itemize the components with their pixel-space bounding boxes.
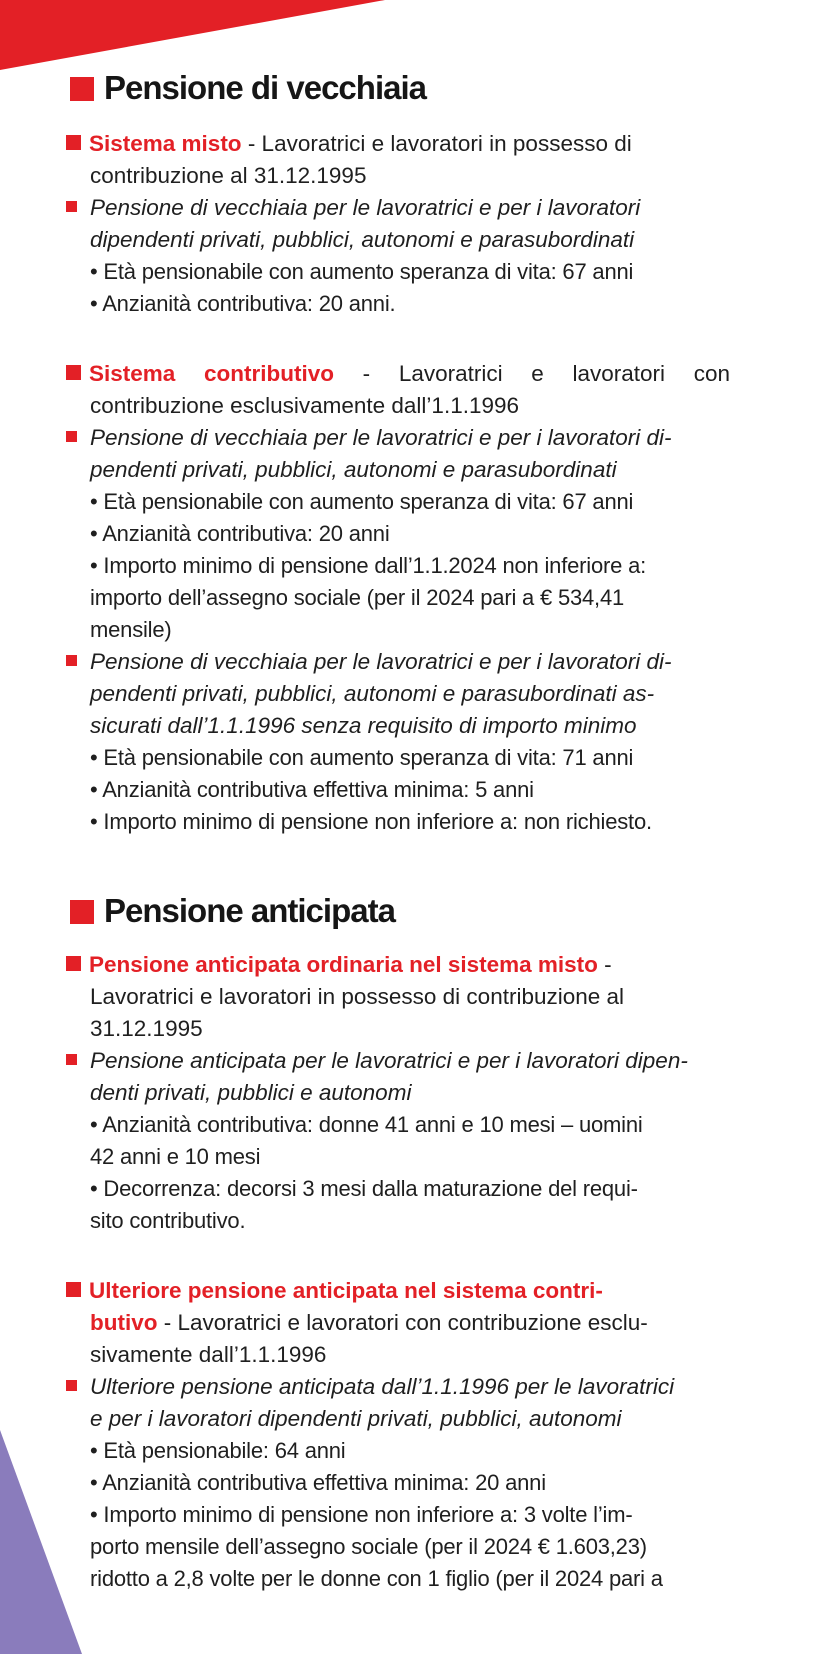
red-square-icon	[66, 1282, 81, 1297]
anticipata-ordinaria-heading: Pensione anticipata ordinaria nel sistema misto -	[66, 949, 730, 981]
sistema-misto-heading: Sistema misto - Lavoratrici e lavoratori in possesso di	[66, 128, 730, 160]
section-title-anticipata: Pensione anticipata	[70, 891, 395, 931]
bullet-point: • Età pensionabile: 64 anni	[90, 1438, 346, 1463]
bullet-point: importo dell’assegno sociale (per il 2024 pari a € 534,41	[90, 585, 625, 610]
heading-continuation: 31.12.1995	[90, 1016, 203, 1041]
list-item: Pensione di vecchiaia per le lavoratrici e per i lavoratori	[66, 192, 730, 224]
red-bullet-icon	[66, 1380, 77, 1391]
list-item-continuation: pendenti privati, pubblici, autonomi e parasubordinati as-	[90, 681, 655, 706]
sistema-contributivo-block	[66, 358, 730, 838]
heading-continuation: contribuzione esclusivamente dall’1.1.1996	[90, 393, 520, 418]
heading-continuation: butivo - Lavoratrici e lavoratori con contribuzione esclu-	[90, 1310, 648, 1335]
red-square-icon	[70, 900, 94, 924]
red-square-icon	[66, 956, 81, 971]
list-item-continuation: dipendenti privati, pubblici, autonomi e parasubordinati	[90, 227, 635, 252]
bullet-point: ridotto a 2,8 volte per le donne con 1 figlio (per il 2024 pari a	[90, 1566, 663, 1591]
bullet-point: • Età pensionabile con aumento speranza di vita: 67 anni	[90, 259, 634, 284]
list-item-continuation: pendenti privati, pubblici, autonomi e parasubordinati	[90, 457, 617, 482]
red-square-icon	[66, 135, 81, 150]
red-bullet-icon	[66, 201, 77, 212]
red-bullet-icon	[66, 655, 77, 666]
red-bullet-icon	[66, 1054, 77, 1065]
sistema-misto-block	[66, 128, 730, 320]
list-item-continuation: e per i lavoratori dipendenti privati, pubblici, autonomi	[90, 1406, 622, 1431]
heading-continuation: contribuzione al 31.12.1995	[90, 163, 367, 188]
bullet-point: • Anzianità contributiva: 20 anni	[90, 521, 390, 546]
bullet-point: • Decorrenza: decorsi 3 mesi dalla maturazione del requi-	[90, 1176, 638, 1201]
ulteriore-anticipata-heading: Ulteriore pensione anticipata nel sistema contri-	[66, 1275, 730, 1307]
heading-continuation: sivamente dall’1.1.1996	[90, 1342, 327, 1367]
heading-continuation: Lavoratrici e lavoratori in possesso di contribuzione al	[90, 984, 625, 1009]
bullet-point: • Anzianità contributiva effettiva minima: 5 anni	[90, 777, 534, 802]
bullet-point: • Importo minimo di pensione non inferiore a: 3 volte l’im-	[90, 1502, 633, 1527]
bullet-point: • Anzianità contributiva: donne 41 anni e 10 mesi – uomini	[90, 1112, 643, 1137]
bullet-point: • Età pensionabile con aumento speranza di vita: 71 anni	[90, 745, 634, 770]
bullet-point: • Anzianità contributiva: 20 anni.	[90, 291, 396, 316]
list-item: Pensione anticipata per le lavoratrici e per i lavoratori dipen-	[66, 1045, 730, 1077]
red-square-icon	[66, 365, 81, 380]
bullet-point: sito contributivo.	[90, 1208, 246, 1233]
list-item-continuation: denti privati, pubblici e autonomi	[90, 1080, 412, 1105]
ulteriore-anticipata-block	[66, 1275, 730, 1595]
anticipata-ordinaria-block	[66, 949, 730, 1237]
red-square-icon	[70, 77, 94, 101]
bullet-point: • Importo minimo di pensione non inferiore a: non richiesto.	[90, 809, 652, 834]
red-bullet-icon	[66, 431, 77, 442]
bullet-point: • Importo minimo di pensione dall’1.1.2024 non inferiore a:	[90, 553, 647, 578]
bullet-point: • Anzianità contributiva effettiva minima: 20 anni	[90, 1470, 546, 1495]
bullet-point: porto mensile dell’assegno sociale (per il 2024 € 1.603,23)	[90, 1534, 647, 1559]
sistema-contributivo-heading: Sistema contributivo - Lavoratrici e lavoratori con	[66, 358, 730, 390]
list-item: Ulteriore pensione anticipata dall’1.1.1996 per le lavoratrici	[66, 1371, 730, 1403]
list-item: Pensione di vecchiaia per le lavoratrici e per i lavoratori di-	[66, 422, 730, 454]
section-title-vecchiaia: Pensione di vecchiaia	[70, 68, 426, 108]
bullet-point: mensile)	[90, 617, 172, 642]
bullet-point: 42 anni e 10 mesi	[90, 1144, 261, 1169]
list-item-continuation: sicurati dall’1.1.1996 senza requisito di importo minimo	[90, 713, 637, 738]
bullet-point: • Età pensionabile con aumento speranza di vita: 67 anni	[90, 489, 634, 514]
list-item: Pensione di vecchiaia per le lavoratrici e per i lavoratori di-	[66, 646, 730, 678]
